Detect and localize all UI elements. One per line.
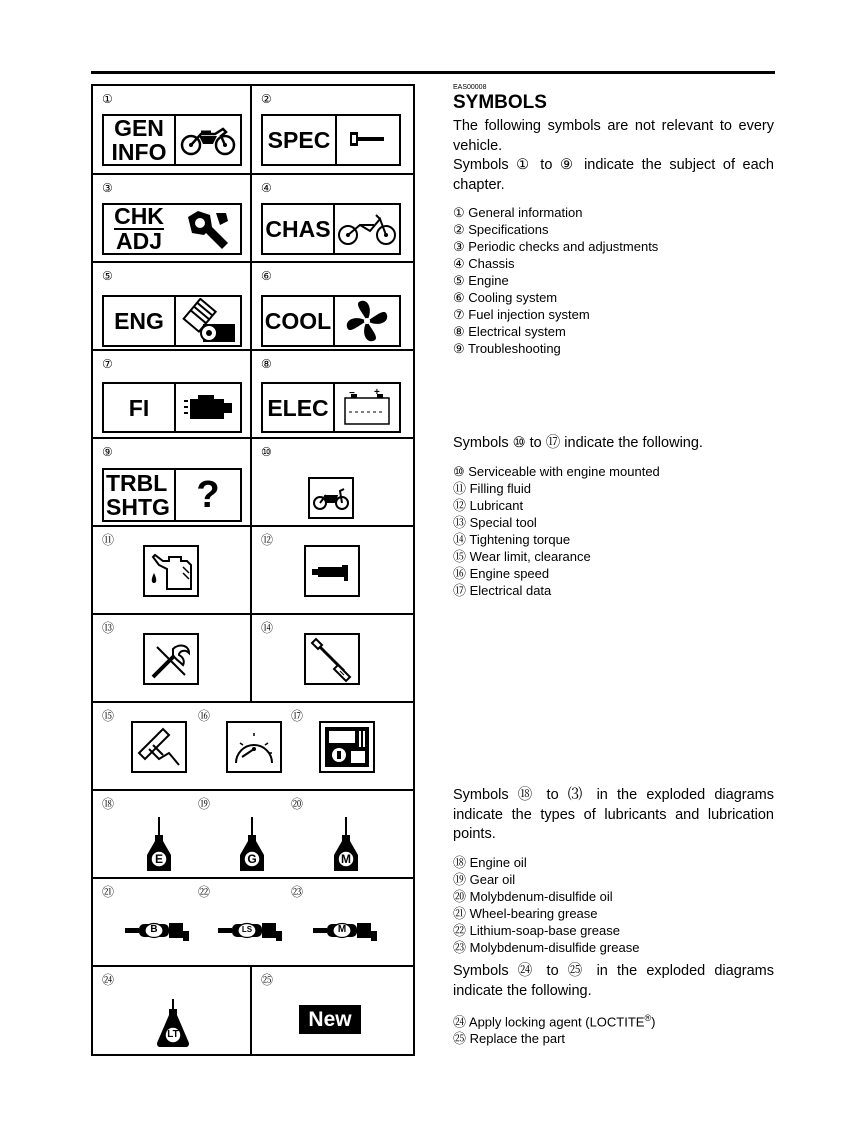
- oil-bottle-icon: [236, 815, 268, 873]
- list-item: ⑰ Electrical data: [453, 582, 552, 598]
- symbol-number: ⑰: [291, 709, 304, 723]
- intro-section: [453, 117, 774, 357]
- list-item: ㉓ Molybdenum-disulfide grease: [453, 939, 640, 955]
- symbol-cell-greases: [93, 879, 413, 965]
- symbol-number: ⑧: [261, 357, 272, 371]
- grid-row-2: [93, 175, 413, 263]
- chapter-intro-paragraph: Symbols ① to ⑨ indicate the subject of each chapter.: [453, 157, 774, 193]
- info-intro-paragraph: Symbols ⑩ to ⑰ indicate the following.: [453, 435, 703, 451]
- symbol-cell-troubleshooting: [93, 439, 252, 525]
- battery-minus: −: [349, 388, 355, 399]
- symbol-cell-special-tool: [93, 615, 252, 701]
- oil-letter-g: G: [247, 852, 257, 866]
- symbol-number: ㉔: [102, 973, 115, 987]
- misc-section: [453, 962, 774, 1047]
- symbol-cell-cooling: [252, 263, 413, 349]
- eng-box: [102, 295, 242, 347]
- intro-paragraph: The following symbols are not relevant to every vehicle.: [453, 118, 774, 154]
- grid-row-9: [93, 791, 413, 879]
- symbol-number: ㉒: [198, 885, 211, 899]
- symbol-number: ⑫: [261, 533, 274, 547]
- trbl-shtg-box: [102, 468, 242, 522]
- caliper-icon: [131, 721, 187, 773]
- lt-letters: LT: [167, 1029, 179, 1040]
- oil-bottle-icon: [330, 815, 362, 873]
- oil-bottle-icon: [143, 815, 175, 873]
- symbol-number: ⑮: [102, 709, 115, 723]
- symbol-number: ㉓: [291, 885, 304, 899]
- list-item: [453, 1010, 774, 1030]
- grid-row-4: [93, 351, 413, 439]
- list-item: ① General information: [453, 205, 583, 220]
- list-item: ⑱ Engine oil: [453, 854, 527, 870]
- symbol-number: ⑭: [261, 621, 274, 635]
- nut-wrench-icon: [174, 205, 240, 253]
- list-item: ⑥ Cooling system: [453, 290, 558, 305]
- misc-list: [453, 1010, 774, 1047]
- info-list: [453, 463, 774, 599]
- chapter-list: [453, 204, 774, 357]
- symbol-cell-lubricant: [252, 527, 413, 613]
- torque-wrench-icon: [304, 633, 360, 685]
- lube-section: [453, 786, 774, 956]
- spec-label: SPEC: [267, 127, 331, 153]
- symbol-cell-engine-mounted: [252, 439, 413, 525]
- list-item: ⑯ Engine speed: [453, 565, 550, 581]
- list-item: ⑫ Lubricant: [453, 497, 524, 513]
- battery-plus: +: [374, 387, 380, 398]
- shtg-label: SHTG: [106, 494, 170, 520]
- symbol-number: ⑦: [102, 357, 113, 371]
- wrench-icon: [337, 116, 399, 164]
- chas-label: CHAS: [265, 216, 331, 242]
- cool-label: COOL: [264, 308, 332, 334]
- motorcycle-icon: [176, 116, 240, 164]
- misc-intro-paragraph: Symbols ㉔ to ㉕ in the exploded diagrams indicate the following.: [453, 963, 774, 999]
- elec-box: [261, 382, 401, 433]
- spec-box: [261, 114, 401, 166]
- locking-agent-icon: [153, 997, 193, 1049]
- tachometer-icon: [226, 721, 282, 773]
- symbol-number: ⑱: [102, 797, 115, 811]
- special-tool-icon: [143, 633, 199, 685]
- eng-label: ENG: [114, 308, 164, 334]
- symbol-cell-filling-fluid: [93, 527, 252, 613]
- list-item: ⑮ Wear limit, clearance: [453, 548, 591, 564]
- symbol-cell-locking-agent: [93, 967, 252, 1054]
- grid-row-8: [93, 703, 413, 791]
- info-label: INFO: [111, 139, 167, 165]
- symbol-cell-oils: [93, 791, 413, 877]
- list-item: ② Specifications: [453, 222, 549, 237]
- symbol-cell-tightening-torque: [252, 615, 413, 701]
- elec-label: ELEC: [267, 394, 329, 421]
- list-item: ㉑ Wheel-bearing grease: [453, 905, 598, 921]
- motorcycle-small-icon: [308, 477, 354, 519]
- registered-mark: ®: [644, 1013, 652, 1023]
- symbol-cell-electrical: [252, 351, 413, 437]
- symbol-number: ④: [261, 181, 272, 195]
- list-item: ⑩ Serviceable with engine mounted: [453, 463, 660, 479]
- chk-label: CHK: [114, 203, 164, 229]
- symbol-number: ⑬: [102, 621, 115, 635]
- grease-gun-icon: [304, 545, 360, 597]
- grid-row-5: [93, 439, 413, 527]
- symbol-number: ②: [261, 92, 272, 106]
- top-rule: [91, 71, 775, 74]
- list-item: ⑨ Troubleshooting: [453, 341, 561, 356]
- symbol-cell-general-info: [93, 86, 252, 173]
- list-item: ⑪ Filling fluid: [453, 480, 532, 496]
- loctite-text: ㉔ Apply locking agent (LOCTITE: [453, 1014, 645, 1030]
- symbol-number: ③: [102, 181, 113, 195]
- grid-row-1: [93, 86, 413, 175]
- new-badge: New: [299, 1005, 361, 1034]
- document-code: EAS00008: [453, 84, 487, 91]
- fi-label: FI: [128, 394, 150, 421]
- symbol-number: ⑩: [261, 445, 272, 459]
- symbol-cell-periodic-checks: [93, 175, 252, 261]
- oil-letter-e: E: [154, 852, 163, 866]
- question-mark: ?: [196, 473, 220, 516]
- grease-letter-m: M: [337, 924, 347, 935]
- list-item: ④ Chassis: [453, 256, 515, 271]
- oil-letter-m: M: [341, 852, 351, 866]
- list-item: ⑲ Gear oil: [453, 871, 516, 887]
- list-item: ⑭ Tightening torque: [453, 531, 571, 547]
- oil-can-icon: [143, 545, 199, 597]
- symbol-number: ①: [102, 92, 113, 106]
- fi-box: [102, 382, 242, 433]
- grid-row-3: [93, 263, 413, 351]
- grease-letter-b: B: [150, 924, 158, 935]
- symbol-grid: [91, 84, 415, 1056]
- piston-icon: [176, 297, 240, 345]
- symbol-cell-engine: [93, 263, 252, 349]
- gen-label: GEN: [114, 115, 164, 141]
- grid-row-7: [93, 615, 413, 703]
- symbol-number: ⑳: [291, 797, 304, 811]
- symbol-cell-fuel-injection: [93, 351, 252, 437]
- symbol-cell-specifications: [252, 86, 413, 173]
- multimeter-icon: [319, 721, 375, 773]
- info-section: [453, 434, 774, 599]
- list-item: ㉒ Lithium-soap-base grease: [453, 922, 620, 938]
- symbol-cell-chassis: [252, 175, 413, 261]
- list-item: ㉕ Replace the part: [453, 1031, 566, 1047]
- gen-info-box: [102, 114, 242, 166]
- list-item: ⑬ Special tool: [453, 514, 537, 530]
- engine-block-icon: [176, 384, 240, 431]
- dirt-bike-icon: [335, 205, 399, 253]
- list-item: ⑧ Electrical system: [453, 324, 566, 339]
- symbol-number: ⑥: [261, 269, 272, 283]
- lube-intro-paragraph: Symbols ⑱ to ⑶ in the exploded diagrams indicate the types of lubricants and lubrication points.: [453, 787, 774, 842]
- adj-label: ADJ: [115, 228, 162, 254]
- symbol-number: ㉕: [261, 973, 274, 987]
- cool-box: [261, 295, 401, 347]
- symbol-number: ⑨: [102, 445, 113, 459]
- fan-icon: [335, 297, 399, 345]
- symbol-cell-measurement: [93, 703, 413, 789]
- symbol-number: ⑯: [198, 709, 211, 723]
- grease-applicator-icon: [313, 919, 381, 943]
- lube-list: [453, 854, 774, 956]
- list-item: ⑦ Fuel injection system: [453, 307, 590, 322]
- symbol-number: ⑲: [198, 797, 211, 811]
- grease-applicator-icon: [125, 919, 193, 943]
- trbl-label: TRBL: [106, 470, 168, 496]
- symbol-number: ㉑: [102, 885, 115, 899]
- grid-row-11: [93, 967, 413, 1054]
- symbol-number: ⑤: [102, 269, 113, 283]
- symbol-cell-replace-part: [252, 967, 413, 1054]
- grid-row-6: [93, 527, 413, 615]
- loctite-close: ): [651, 1014, 656, 1030]
- page-title: SYMBOLS: [453, 92, 547, 113]
- chk-adj-box: [102, 203, 242, 255]
- battery-icon: [335, 384, 399, 431]
- grease-applicator-icon: [218, 919, 286, 943]
- chas-box: [261, 203, 401, 255]
- grid-row-10: [93, 879, 413, 967]
- symbol-number: ⑪: [102, 533, 115, 547]
- grease-letter-ls: LS: [241, 925, 253, 934]
- list-item: ⑤ Engine: [453, 273, 509, 288]
- list-item: ③ Periodic checks and adjustments: [453, 239, 659, 254]
- list-item: ⑳ Molybdenum-disulfide oil: [453, 888, 613, 904]
